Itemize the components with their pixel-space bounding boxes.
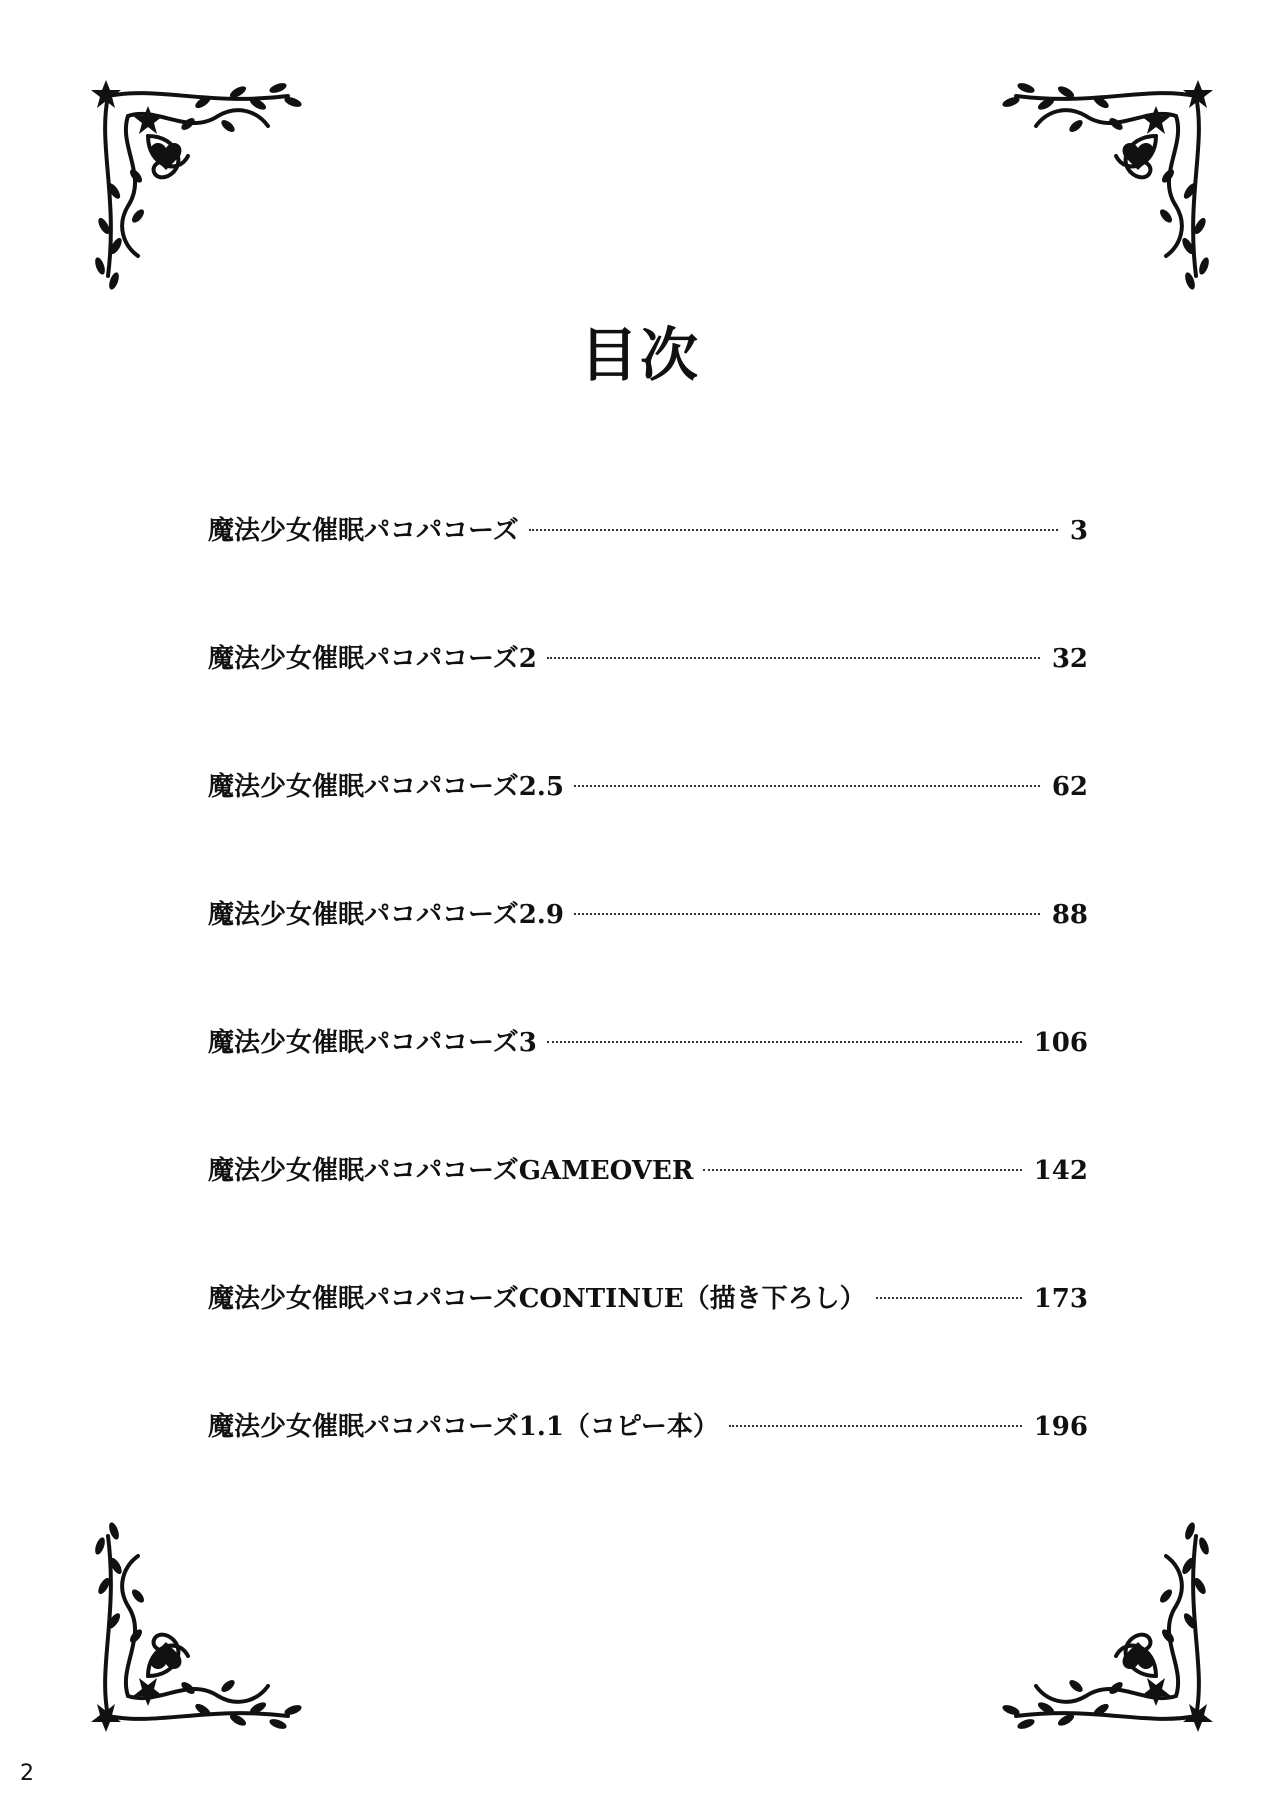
floral-corner-top-right-icon	[986, 76, 1216, 306]
page-title: 目次	[579, 321, 700, 389]
toc-entry-page: 106	[1033, 1028, 1088, 1058]
toc-entry-page: 173	[1033, 1284, 1088, 1314]
toc-entry-page: 62	[1051, 772, 1088, 802]
toc-entry-page: 32	[1051, 644, 1088, 674]
page-number: 2	[20, 1761, 34, 1786]
floral-corner-top-left-icon	[88, 76, 318, 306]
dot-leader	[574, 785, 1040, 787]
toc-entry	[208, 1022, 1088, 1150]
toc-entry-page: 88	[1051, 900, 1088, 930]
toc-entry	[208, 1150, 1088, 1278]
toc-entry-page: 3	[1069, 516, 1088, 546]
toc-entry-title: 魔法少女催眠パコパコーズ2	[208, 644, 537, 674]
toc-entry-page: 196	[1033, 1412, 1088, 1442]
toc-entry-title: 魔法少女催眠パコパコーズCONTINUE（描き下ろし）	[208, 1284, 866, 1314]
toc-entry	[208, 766, 1088, 894]
toc-entry-page: 142	[1033, 1156, 1088, 1186]
dot-leader	[574, 913, 1040, 915]
dot-leader	[729, 1425, 1022, 1427]
toc-entry	[208, 638, 1088, 766]
toc-entry-title: 魔法少女催眠パコパコーズ2.9	[208, 900, 564, 930]
dot-leader	[529, 529, 1058, 531]
dot-leader	[703, 1169, 1021, 1171]
dot-leader	[547, 1041, 1022, 1043]
toc-entry-title: 魔法少女催眠パコパコーズ1.1（コピー本）	[208, 1412, 719, 1442]
dot-leader	[547, 657, 1040, 659]
toc-entry	[208, 1406, 1088, 1534]
floral-corner-bottom-left-icon	[88, 1506, 318, 1736]
toc-entry	[208, 1278, 1088, 1406]
toc-entry	[208, 510, 1088, 638]
floral-corner-bottom-right-icon	[986, 1506, 1216, 1736]
table-of-contents	[208, 510, 1088, 1534]
toc-entry-title: 魔法少女催眠パコパコーズGAMEOVER	[208, 1156, 694, 1186]
toc-entry-title: 魔法少女催眠パコパコーズ	[208, 516, 519, 546]
toc-entry	[208, 894, 1088, 1022]
toc-entry-title: 魔法少女催眠パコパコーズ2.5	[208, 772, 564, 802]
dot-leader	[876, 1297, 1022, 1299]
toc-entry-title: 魔法少女催眠パコパコーズ3	[208, 1028, 537, 1058]
